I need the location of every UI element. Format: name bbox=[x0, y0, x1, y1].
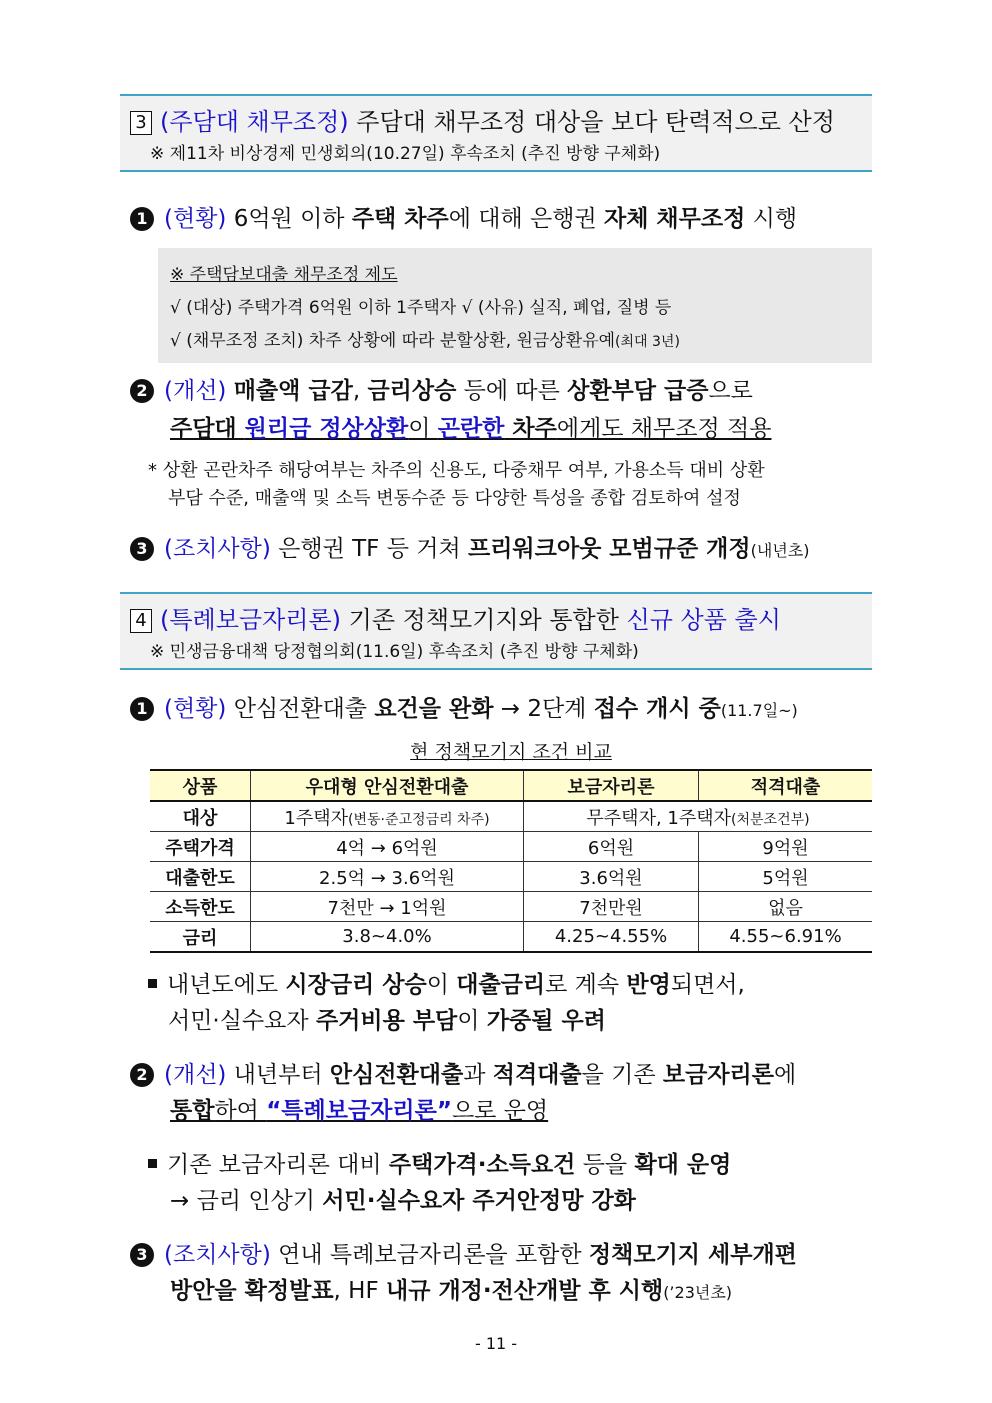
header-cell: 보금자리론 bbox=[524, 770, 699, 801]
number-3-icon: 3 bbox=[130, 537, 154, 561]
mortgage-comparison-table bbox=[150, 769, 872, 953]
sec4-bullet-2: 기존 보금자리론 대비 주택가격·소득요건 등을 확대 운영 bbox=[148, 1146, 731, 1179]
table-title: 현 정책모기지 조건 비교 bbox=[410, 741, 612, 763]
sec3-item-2-line-2: 주담대 원리금 정상상환이 곤란한 차주에게도 채무조정 적용 bbox=[170, 416, 772, 442]
header-cell: 우대형 안심전환대출 bbox=[251, 770, 524, 801]
table-row: 대출한도 2.5억 → 3.6억원 3.6억원 5억원 bbox=[150, 862, 872, 892]
sec4-bullet-1: 내년도에도 시장금리 상승이 대출금리로 계속 반영되면서, bbox=[148, 966, 745, 999]
sec4-item-2: 2 (개선) 내년부터 안심전환대출과 적격대출을 기존 보금자리론에 bbox=[130, 1056, 796, 1089]
number-2-icon: 2 bbox=[130, 379, 154, 403]
table-row: 대상 1주택자(변동·준고정금리 차주) 무주택자, 1주택자(처분조건부) bbox=[150, 801, 872, 832]
sec4-bullet-1-line-2: 서민·실수요자 주거비용 부담이 가중될 우려 bbox=[168, 1008, 606, 1034]
sec3-item-1: 1 (현황) 6억원 이하 주택 차주에 대해 은행권 자체 채무조정 시행 bbox=[130, 200, 797, 233]
square-bullet-icon bbox=[148, 1159, 157, 1168]
sec4-item-1: 1 (현황) 안심전환대출 요건을 완화 → 2단계 접수 개시 중(11.7일~) bbox=[130, 690, 798, 723]
header-cell: 적격대출 bbox=[699, 770, 873, 801]
section-3-note: ※ 제11차 비상경제 민생회의(10.27일) 후속조치 (추진 방향 구체화) bbox=[150, 144, 661, 164]
sec4-bullet-2-line-2: → 금리 인상기 서민·실수요자 주거안정망 강화 bbox=[170, 1188, 636, 1214]
sec3-star-note-2: 부담 수준, 매출액 및 소득 변동수준 등 다양한 특성을 종합 검토하여 설정 bbox=[168, 488, 741, 509]
box-line-1: √ (대상) 주택가격 6억원 이하 1주택자 √ (사유) 실직, 폐업, 질병 등 bbox=[170, 298, 672, 318]
sec3-star-note-1: * 상환 곤란차주 해당여부는 차주의 신용도, 다중채무 여부, 가용소득 대비 상환 bbox=[148, 460, 765, 481]
sec4-item-3-line-2: 방안을 확정발표, HF 내규 개정·전산개발 후 시행(’23년초) bbox=[170, 1278, 733, 1304]
table-row: 소득한도 7천만 → 1억원 7천만원 없음 bbox=[150, 892, 872, 922]
sec3-item-2: 2 (개선) 매출액 급감, 금리상승 등에 따른 상환부담 급증으로 bbox=[130, 372, 753, 405]
square-bullet-icon bbox=[148, 979, 157, 988]
table-row: 주택가격 4억 → 6억원 6억원 9억원 bbox=[150, 832, 872, 862]
table-header-row bbox=[150, 770, 872, 801]
section-3-header bbox=[120, 94, 872, 172]
header-cell: 상품 bbox=[150, 770, 251, 801]
number-3-icon: 3 bbox=[130, 1243, 154, 1267]
number-2-icon: 2 bbox=[130, 1063, 154, 1087]
section-number: 4 bbox=[130, 609, 152, 633]
sec4-item-2-line-2: 통합하여 “특례보금자리론”으로 운영 bbox=[170, 1098, 549, 1124]
number-1-icon: 1 bbox=[130, 697, 154, 721]
table-row: 금리 3.8~4.0% 4.25~4.55% 4.55~6.91% bbox=[150, 922, 872, 953]
box-line-2: √ (채무조정 조치) 차주 상황에 따라 분할상환, 원금상환유예(최대 3년) bbox=[170, 331, 680, 351]
section-3-title: 3 (주담대 채무조정) 주담대 채무조정 대상을 보다 탄력적으로 산정 bbox=[120, 96, 872, 137]
page-number: - 11 - bbox=[474, 1334, 518, 1353]
box-title: ※ 주택담보대출 채무조정 제도 bbox=[170, 265, 398, 285]
section-4-note: ※ 민생금융대책 당정협의회(11.6일) 후속조치 (추진 방향 구체화) bbox=[150, 642, 639, 662]
section-4-header bbox=[120, 592, 872, 670]
section-4-title: 4 (특례보금자리론) 기존 정책모기지와 통합한 신규 상품 출시 bbox=[120, 594, 872, 635]
section-number: 3 bbox=[130, 111, 152, 135]
sec4-item-3: 3 (조치사항) 연내 특례보금자리론을 포함한 정책모기지 세부개편 bbox=[130, 1236, 797, 1269]
debt-adjustment-box bbox=[158, 248, 872, 363]
sec3-item-3: 3 (조치사항) 은행권 TF 등 거쳐 프리워크아웃 모범규준 개정(내년초) bbox=[130, 530, 809, 563]
number-1-icon: 1 bbox=[130, 207, 154, 231]
